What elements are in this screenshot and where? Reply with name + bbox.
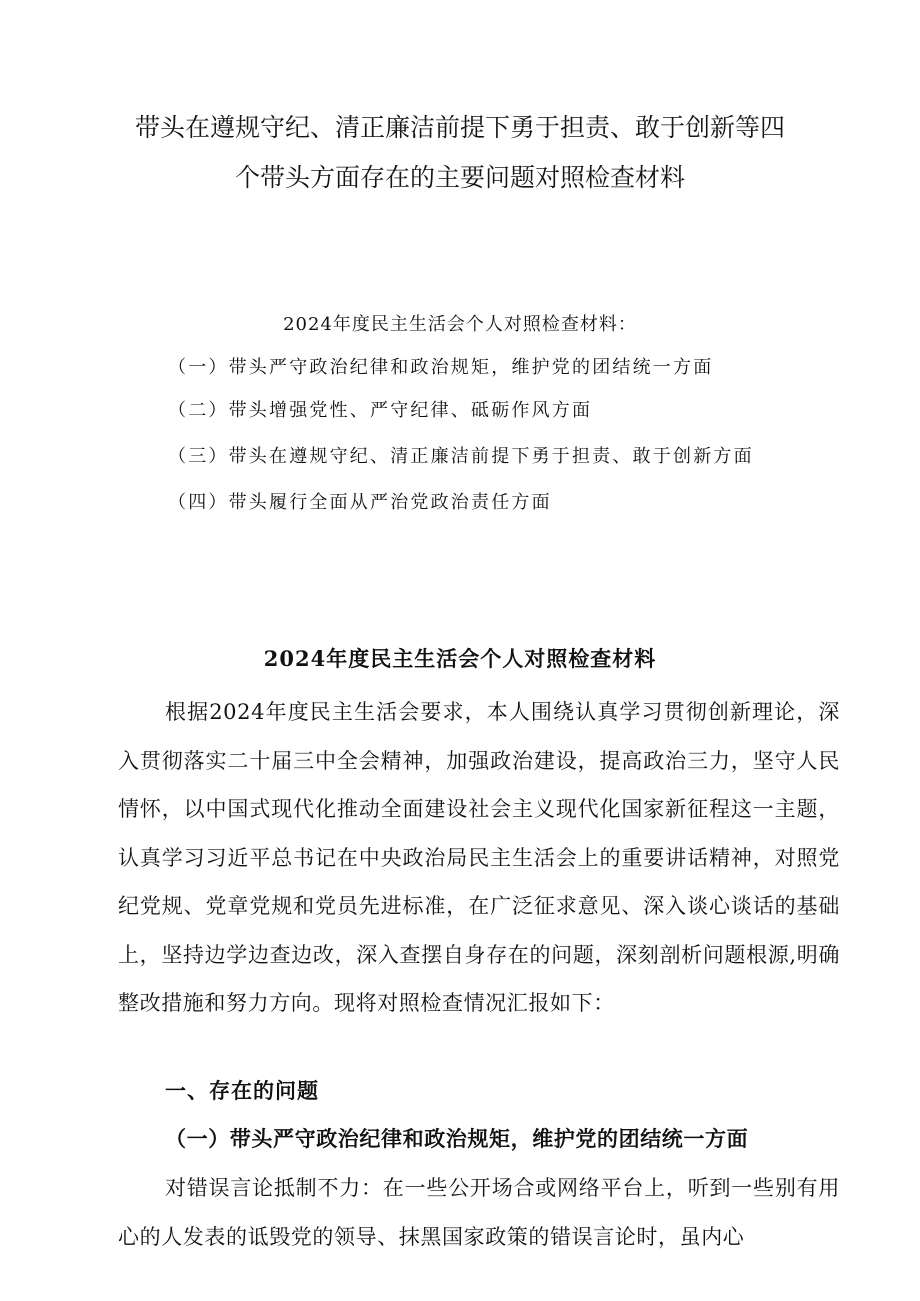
section-heading: 一、存在的问题 [165, 1078, 319, 1103]
section-title: 2024年度民主生活会个人对照检查材料 [263, 646, 657, 671]
intro-paragraph: 根据2024年度民主生活会要求，本人围绕认真学习贯彻创新理论，深入贯彻落实二十届三中全会精神，加强政治建设，提高政治三力，坚守人民情怀，以中国式现代化推动全面建设社会主义现代化国家新征程这一主题，认真学习习近平总书记在中央政治局民主生活会上的重要讲话精神，对照党纪党规、党章党规和党员先进标准，在广泛征求意见、深入谈心谈话的基础上，坚持边学边查边改，深入查摆自身存在的问题，深刻剖析问题根源,明确整改措施和努力方向。现将对照检查情况汇报如下： [118, 700, 840, 1015]
toc-item: （一）带头严守政治纪律和政治规矩，维护党的团结统一方面 [168, 357, 714, 378]
subsection-heading: （一）带头严守政治纪律和政治规矩，维护党的团结统一方面 [165, 1126, 749, 1151]
toc-heading: 2024年度民主生活会个人对照检查材料： [283, 314, 637, 335]
document-title-line-1: 带头在遵规守纪、清正廉洁前提下勇于担责、敢于创新等四 [134, 113, 785, 142]
toc-item: （三）带头在遵规守纪、清正廉洁前提下勇于担责、敢于创新方面 [168, 446, 754, 467]
toc-item: （四）带头履行全面从严治党政治责任方面 [168, 492, 552, 513]
issue-paragraph: 对错误言论抵制不力：在一些公开场合或网络平台上，听到一些别有用心的人发表的诋毁党的领导、抹黑国家政策的错误言论时，虽内心 [118, 1176, 840, 1249]
document-title-line-2: 个带头方面存在的主要问题对照检查材料 [234, 163, 685, 192]
toc-item: （二）带头增强党性、严守纪律、砥砺作风方面 [168, 400, 593, 421]
